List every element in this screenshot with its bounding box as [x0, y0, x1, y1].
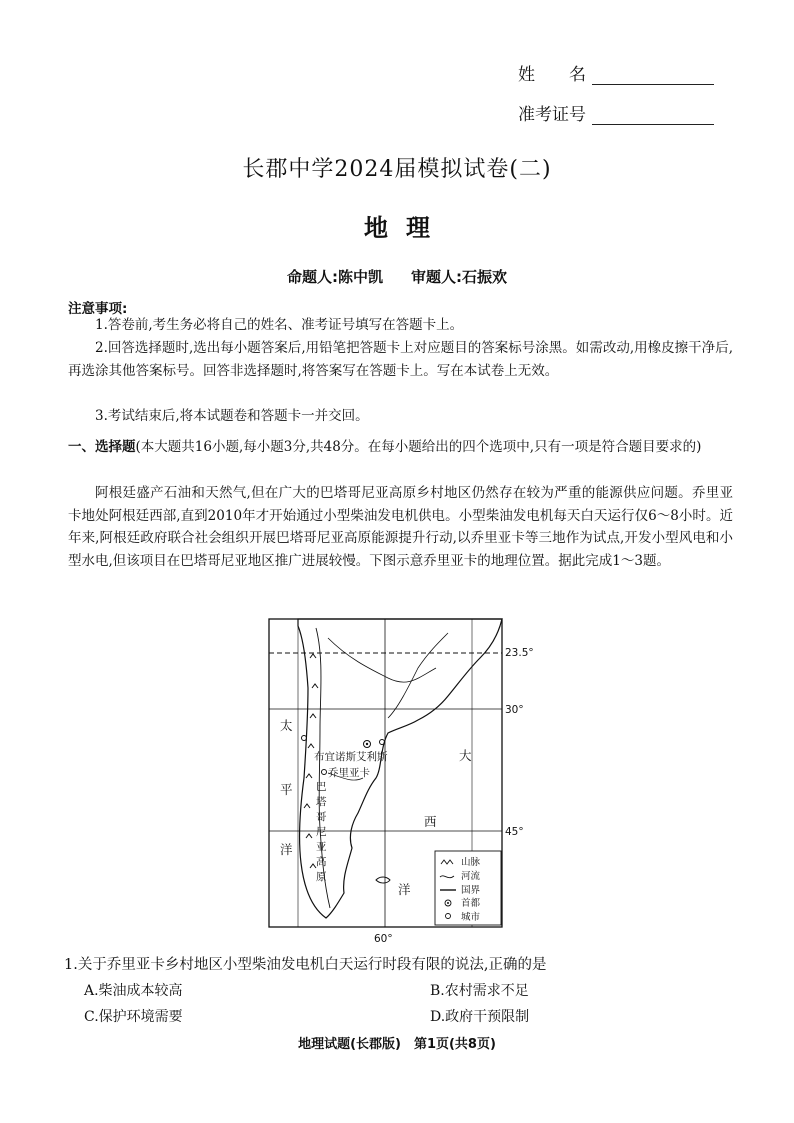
plateau-char-6: 高 [316, 856, 327, 868]
page-footer: 地理试题(长郡版) 第1页(共8页) [298, 1037, 496, 1052]
subject-title: 地理 [364, 214, 448, 242]
notice-item-1: 1.答卷前,考生务必将自己的姓名、准考证号填写在答题卡上。 [95, 317, 464, 333]
jaliyaka-marker [322, 770, 327, 775]
city-marker-east [380, 740, 385, 745]
ocean-pacific-2: 平 [280, 782, 293, 797]
plateau-char-2: 塔 [316, 796, 327, 808]
santiago-marker [302, 736, 307, 741]
section-instruction: (本大题共16小题,每小题3分,共48分。在每小题给出的四个选项中,只有一项是符合题目要求的) [135, 439, 702, 455]
name-field-row [518, 60, 714, 85]
plateau-char-1: 巴 [316, 781, 327, 793]
location-map [268, 618, 538, 948]
question-1-option-a: A.柴油成本较高 [84, 983, 183, 999]
question-1-option-b: B.农村需求不足 [430, 983, 529, 999]
map-legend [435, 851, 501, 925]
lat-label-30: 30° [505, 704, 524, 716]
plateau-char-4: 尼 [316, 826, 327, 838]
legend-capital-dot [447, 902, 449, 904]
notice-heading: 注意事项: [68, 301, 128, 317]
lat-label-23: 23.5° [505, 647, 534, 659]
legend-mountain: 山脉 [461, 857, 481, 868]
label-jaliyaka: 乔里亚卡 [328, 767, 370, 779]
plateau-char-3: 哥 [316, 811, 327, 823]
plateau-char-5: 亚 [316, 841, 327, 853]
ocean-atlantic-1: 大 [459, 748, 472, 763]
section-title: 一、选择题 [68, 439, 136, 455]
question-1-option-c: C.保护环境需要 [84, 1009, 183, 1025]
passage: 阿根廷盛产石油和天然气,但在广大的巴塔哥尼亚高原乡村地区仍然存在较为严重的能源供应问题。乔里亚卡地处阿根廷西部,直到2010年才开始通过小型柴油发电机供电。小型柴油发电机每天白天运行仅6～8小时。近年来,阿根廷政府联合社会组织开展巴塔哥尼亚高原能源提升行动,以乔里亚卡等三地作为试点,开发小型风电和小型水电,但该项目在巴塔哥尼亚地区推广进展较慢。下图示意乔里亚卡的地理位置。据此完成1～3题。 [68, 485, 733, 569]
label-buenos-aires: 布宜诺斯艾利斯 [314, 751, 388, 763]
section-heading [68, 436, 733, 459]
ocean-atlantic-2: 西 [424, 814, 437, 829]
legend-city: 城市 [461, 912, 481, 923]
legend-capital: 首都 [461, 898, 481, 909]
falkland-islands [376, 877, 390, 883]
plateau-char-7: 原 [316, 871, 327, 883]
authors-line [0, 266, 794, 287]
ocean-pacific-1: 太 [280, 718, 293, 733]
ocean-atlantic-3: 洋 [398, 882, 411, 897]
id-blank [592, 108, 714, 125]
ocean-pacific-3: 洋 [280, 842, 293, 857]
question-1-stem: 1.关于乔里亚卡乡村地区小型柴油发电机白天运行时段有限的说法,正确的是 [64, 957, 547, 973]
question-1-option-d: D.政府干预限制 [430, 1009, 530, 1025]
id-field-row [518, 100, 714, 125]
legend-river: 河流 [461, 871, 481, 882]
notice-item-2: 2.回答选择题时,选出每小题答案后,用铅笔把答题卡上对应题目的答案标号涂黑。如需改动,用橡皮擦干净后,再选涂其他答案标号。回答非选择题时,将答案写在答题卡上。写在本试卷上无效。 [68, 340, 733, 379]
name-label: 姓 名 [518, 65, 586, 85]
legend-border: 国界 [461, 885, 481, 896]
name-blank [592, 68, 714, 85]
reviewer: 审题人:石振欢 [411, 268, 507, 286]
lon-label-60: 60° [374, 933, 393, 945]
lat-label-45: 45° [505, 826, 524, 838]
capital-dot [366, 743, 368, 745]
id-label: 准考证号 [518, 105, 586, 125]
setter: 命题人:陈中凯 [287, 268, 383, 286]
notice-item-3: 3.考试结束后,将本试题卷和答题卡一并交回。 [95, 408, 369, 424]
exam-title: 长郡中学2024届模拟试卷(二) [242, 157, 552, 182]
northern-border [328, 638, 436, 682]
